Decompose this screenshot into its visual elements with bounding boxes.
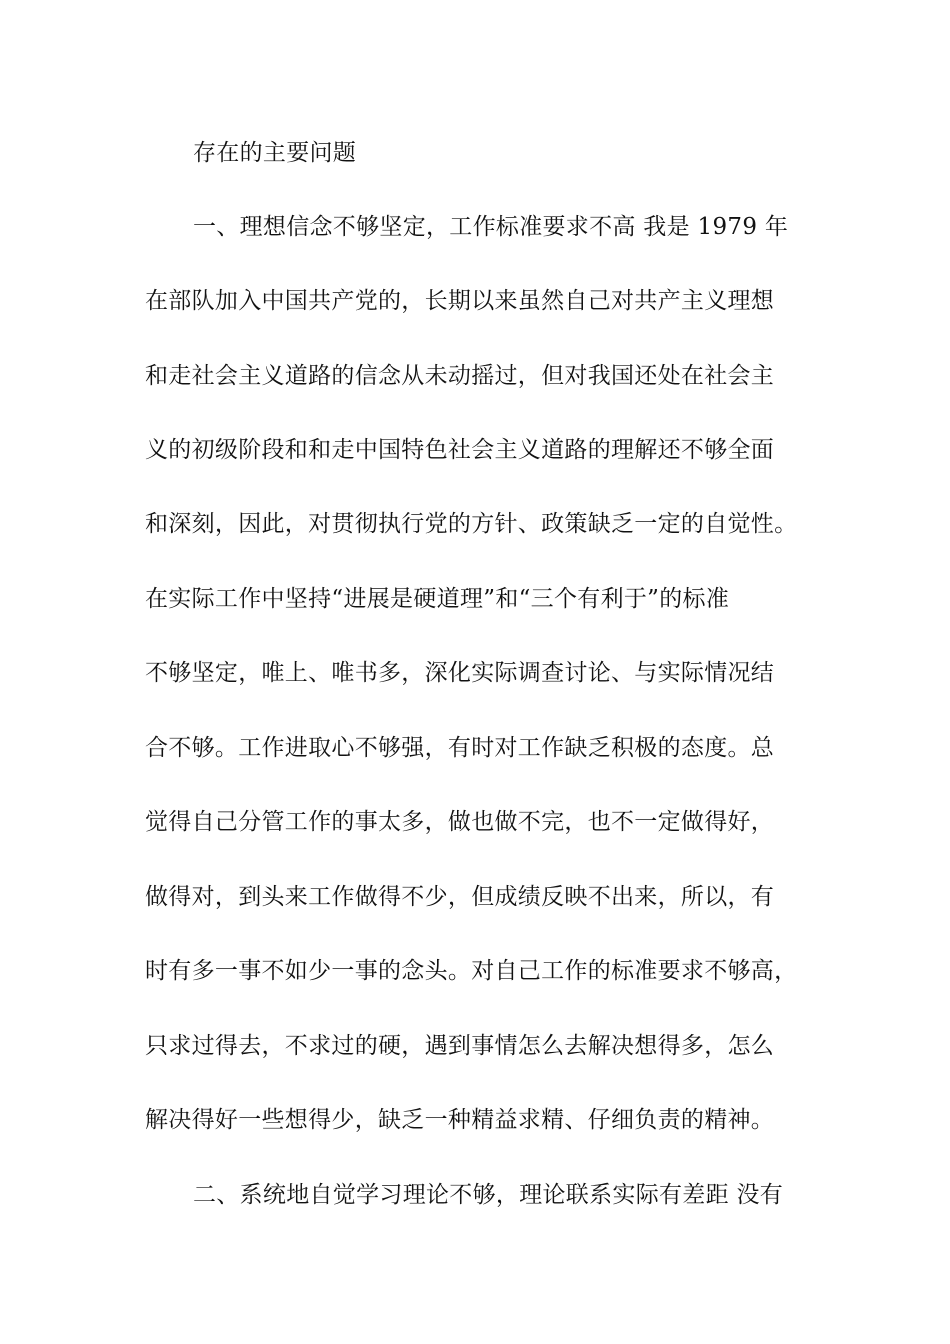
paragraph-line-11: 时有多一事不如少一事的念头。对自己工作的标准要求不够高， bbox=[145, 958, 798, 984]
paragraph-line-2: 在部队加入中国共产党的，长期以来虽然自己对共产主义理想 bbox=[145, 288, 775, 314]
paragraph-line-4: 义的初级阶段和和走中国特色社会主义道路的理解还不够全面 bbox=[145, 437, 775, 463]
paragraph-line-5: 和深刻，因此，对贯彻执行党的方针、政策缺乏一定的自觉性。 bbox=[145, 511, 798, 537]
paragraph-line-12: 只求过得去，不求过的硬，遇到事情怎么去解决想得多，怎么 bbox=[145, 1033, 775, 1059]
paragraph-line-14: 二、系统地自觉学习理论不够，理论联系实际有差距 没有 bbox=[193, 1182, 784, 1208]
paragraph-line-1: 一、理想信念不够坚定，工作标准要求不高 我是 1979 年 bbox=[193, 214, 789, 240]
paragraph-line-8: 合不够。工作进取心不够强，有时对工作缺乏积极的态度。总 bbox=[145, 735, 775, 761]
paragraph-line-13: 解决得好一些想得少，缺乏一种精益求精、仔细负责的精神。 bbox=[145, 1107, 775, 1133]
paragraph-line-6: 在实际工作中坚持“进展是硬道理”和“三个有利于”的标准 bbox=[145, 586, 730, 612]
paragraph-line-3: 和走社会主义道路的信念从未动摇过，但对我国还处在社会主 bbox=[145, 363, 775, 389]
paragraph-line-7: 不够坚定，唯上、唯书多，深化实际调查讨论、与实际情况结 bbox=[145, 660, 775, 686]
paragraph-line-9: 觉得自己分管工作的事太多，做也做不完，也不一定做得好， bbox=[145, 809, 775, 835]
paragraph-line-10: 做得对，到头来工作做得不少，但成绩反映不出来，所以，有 bbox=[145, 884, 775, 910]
section-heading: 存在的主要问题 bbox=[193, 140, 357, 166]
